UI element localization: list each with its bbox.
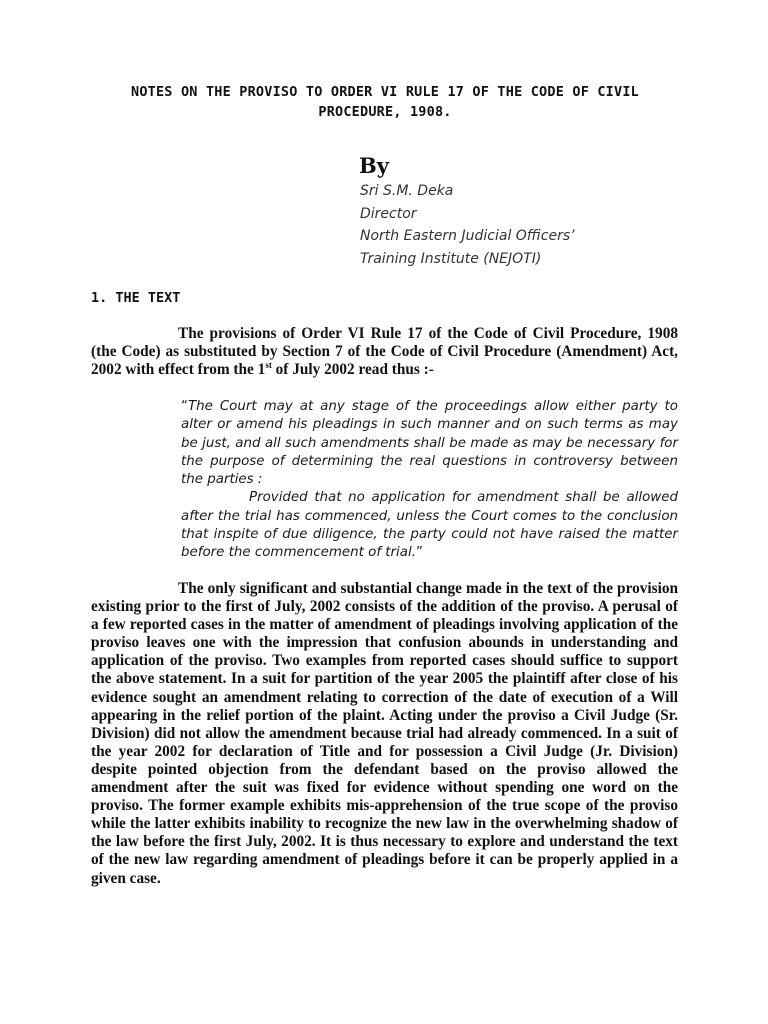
quote-close-mark: ” bbox=[415, 545, 423, 561]
author-institute-line-1: North Eastern Judicial Officers’ bbox=[360, 228, 575, 244]
author-institute-line-2: Training Institute (NEJOTI) bbox=[360, 250, 542, 267]
author-name: Sri S.M. Deka bbox=[360, 183, 454, 199]
by-label: By bbox=[359, 153, 389, 178]
title-line-1: NOTES ON THE PROVISO TO ORDER VI RULE 17 OF THE CODE OF CIVIL bbox=[131, 84, 639, 100]
intro-paragraph bbox=[91, 325, 678, 380]
quote-proviso-text: Provided that no application for amendment shall be allowed after the trial has commenced, unless the Court comes to the conclusion that inspite of due diligence, the party could not have raised the matter before the commencement of trial. bbox=[181, 490, 678, 561]
section-heading: 1. THE TEXT bbox=[91, 290, 181, 306]
intro-text-end: of July 2002 read thus :- bbox=[271, 361, 434, 379]
statute-quote bbox=[181, 398, 678, 563]
body-paragraph-text: The only significant and substantial change made in the text of the provision existing prior to the first of July, 2002 consists of the addition of the proviso. A perusal of a few reported cases in the matter of amendment of pleadings involving application of the proviso leaves one with the impression that confusion abounds in understanding and application of the proviso. Two examples from reported cases should suffice to support the above statement. In a suit for partition of the year 2005 the plaintiff after close of his evidence sought an amendment relating to correction of the date of execution of a Will appearing in the relief portion of the plaint. Acting under the proviso a Civil Judge (Sr. Division) did not allow the amendment because trial had already commenced. In a suit of the year 2002 for declaration of Title and for possession a Civil Judge (Jr. Division) despite pointed objection from the defendant based on the proviso allowed the amendment after the suit was fixed for evidence without spending one word on the proviso. The former example exhibits mis-apprehension of the true scope of the proviso while the latter exhibits inability to recognize the new law in the overwhelming shadow of the law before the first July, 2002. It is thus necessary to explore and understand the text of the new law regarding amendment of pleadings before it can be properly applied in a given case. bbox=[91, 580, 678, 887]
quote-main-text: The Court may at any stage of the proceedings allow either party to alter or amend his pleadings in such manner and on such terms as may be just, and all such amendments shall be made as may be necessary for the purpose of determining the real questions in controversy between the parties : bbox=[181, 399, 678, 488]
author-block bbox=[360, 180, 575, 270]
author-designation: Director bbox=[360, 205, 417, 222]
title-line-2: PROCEDURE, 1908. bbox=[318, 104, 452, 120]
document-title bbox=[80, 82, 690, 122]
body-paragraph bbox=[91, 580, 678, 888]
intro-text: The provisions of Order VI Rule 17 of the Code of Civil Procedure, 1908 (the Code) as substituted by Section 7 of the Code of Civil Procedure (Amendment) Act, 2002 with effect from the 1 bbox=[91, 325, 678, 379]
quote-open-mark: “ bbox=[181, 399, 188, 414]
intro-superscript: st bbox=[265, 360, 272, 371]
